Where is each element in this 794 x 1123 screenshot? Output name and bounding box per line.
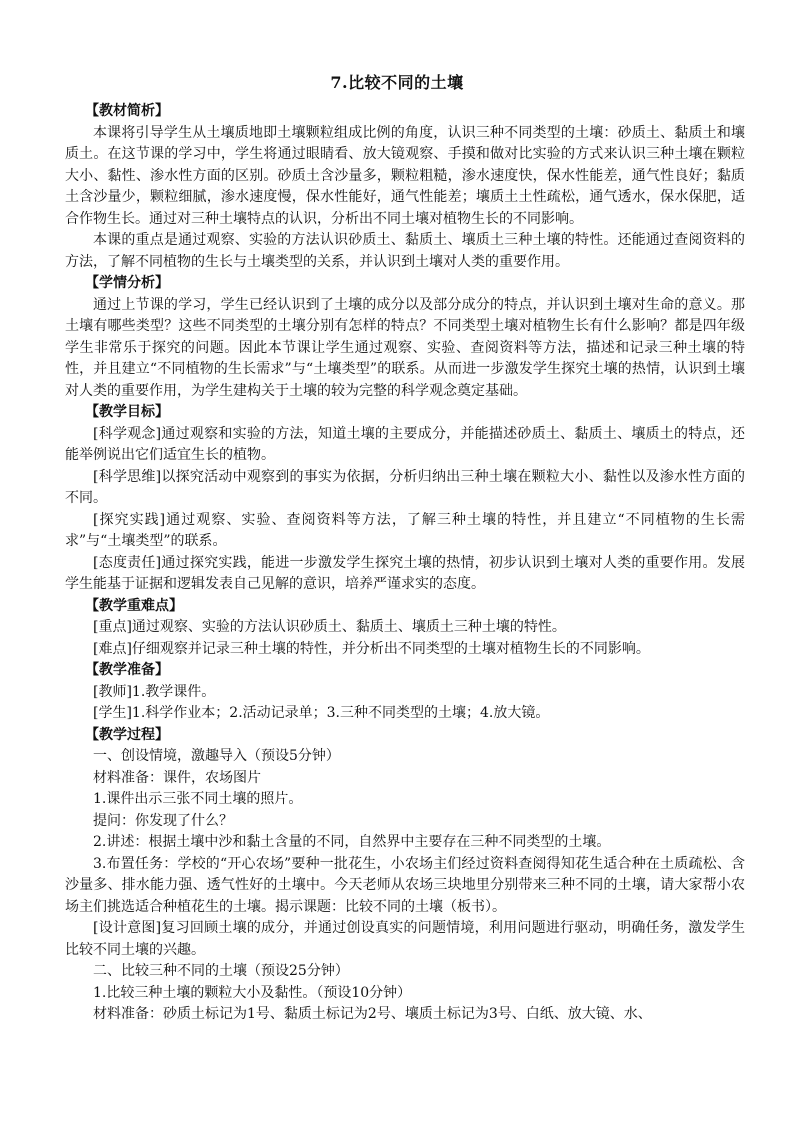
paragraph: [学生]1.科学作业本；2.活动记录单；3.三种不同类型的土壤；4.放大镜。	[93, 705, 550, 721]
paragraph: [探究实践]通过观察、实验、查阅资料等方法，了解三种土壤的特性，并且建立“不同植物的生长需求”与“土壤类型”的联系。	[65, 511, 745, 549]
section-heading: 【学情分析】	[85, 275, 169, 291]
paragraph: 2.讲述：根据土壤中沙和黏土含量的不同，自然界中主要存在三种不同类型的土壤。	[93, 834, 611, 850]
paragraph: 1.比较三种土壤的颗粒大小及黏性。（预设10分钟）	[93, 984, 412, 1001]
paragraph: 一、创设情境，激趣导入（预设5分钟）	[93, 748, 340, 764]
paragraph: 材料准备：课件，农场图片	[93, 769, 261, 786]
section-heading: 【教学目标】	[85, 404, 169, 420]
section-heading: 【教材简析】	[85, 103, 169, 119]
paragraph: 通过上节课的学习，学生已经认识到了土壤的成分以及部分成分的特点，并认识到土壤对生命的意义。那土壤有哪些类型？这些不同类型的土壤分别有怎样的特点？不同类型土壤对植物生长有什么影响？都是四年级学生非常乐于探究的问题。因此本节课让学生通过观察、实验、查阅资料等方法，描述和记录三种土壤的特性，并且建立“不同植物的生长需求”与“土壤类型”的联系。从而进一步激发学生探究土壤的热情，认识到土壤对人类的重要作用，为学生建构关于土壤的较为完整的科学观念奠定基础。	[65, 296, 745, 399]
paragraph: 1.课件出示三张不同土壤的照片。	[93, 791, 303, 807]
paragraph: [难点]仔细观察并记录三种土壤的特性，并分析出不同类型的土壤对植物生长的不同影响。	[93, 640, 650, 657]
paragraph: [教师]1.教学课件。	[93, 683, 216, 700]
paragraph: [科学思维]以探究活动中观察到的事实为依据，分析归纳出三种土壤在颗粒大小、黏性以及渗水性方面的不同。	[65, 468, 745, 506]
section-heading: 【教学准备】	[85, 662, 169, 678]
paragraph: [科学观念]通过观察和实验的方法，知道土壤的主要成分，并能描述砂质土、黏质土、壤质土的特点，还能举例说出它们适宜生长的植物。	[65, 425, 745, 463]
paragraph: 二、比较三种不同的土壤（预设25分钟）	[93, 963, 349, 979]
paragraph: 本课将引导学生从土壤质地即土壤颗粒组成比例的角度，认识三种不同类型的土壤：砂质土、黏质土和壤质土。在这节课的学习中，学生将通过眼睛看、放大镜观察、手摸和做对比实验的方式来认识三种土壤在颗粒大小、黏性、渗水性方面的区别。砂质土含沙量多，颗粒粗糙，渗水速度快，保水性能差，通气性良好；黏质土含沙量少，颗粒细腻，渗水速度慢，保水性能好，通气性能差；壤质土土性疏松，通气透水，保水保肥，适合作物生长。通过对三种土壤特点的认识，分析出不同土壤对植物生长的不同影响。	[65, 124, 745, 227]
paragraph: [态度责任]通过探究实践，能进一步激发学生探究土壤的热情，初步认识到土壤对人类的重要作用。发展学生能基于证据和逻辑发表自己见解的意识，培养严谨求实的态度。	[65, 554, 745, 592]
section-heading: 【教学重难点】	[85, 597, 183, 614]
paragraph: 本课的重点是通过观察、实验的方法认识砂质土、黏质土、壤质土三种土壤的特性。还能通过查阅资料的方法，了解不同植物的生长与土壤类型的关系，并认识到土壤对人类的重要作用。	[65, 232, 745, 270]
document-title: 7.比较不同的土壤	[330, 73, 464, 92]
section-heading: 【教学过程】	[85, 726, 169, 743]
paragraph: 材料准备：砂质土标记为1号、黏质土标记为2号、壤质土标记为3号、白纸、放大镜、水、	[93, 1006, 652, 1022]
paragraph: 提问：你发现了什么？	[93, 812, 233, 829]
paragraph: [设计意图]复习回顾土壤的成分，并通过创设真实的问题情境，利用问题进行驱动，明确任务，激发学生比较不同土壤的兴趣。	[65, 920, 745, 958]
document-body	[65, 101, 745, 1026]
paragraph: [重点]通过观察、实验的方法认识砂质土、黏质土、壤质土三种土壤的特性。	[93, 619, 566, 635]
paragraph: 3.布置任务：学校的“开心农场”要种一批花生，小农场主们经过资料查阅得知花生适合种在土质疏松、含沙量多、排水能力强、透气性好的土壤中。今天老师从农场三块地里分别带来三种不同的土壤，请大家帮小农场主们挑选适合种植花生的土壤。揭示课题：比较不同的土壤（板书）。	[65, 855, 745, 915]
